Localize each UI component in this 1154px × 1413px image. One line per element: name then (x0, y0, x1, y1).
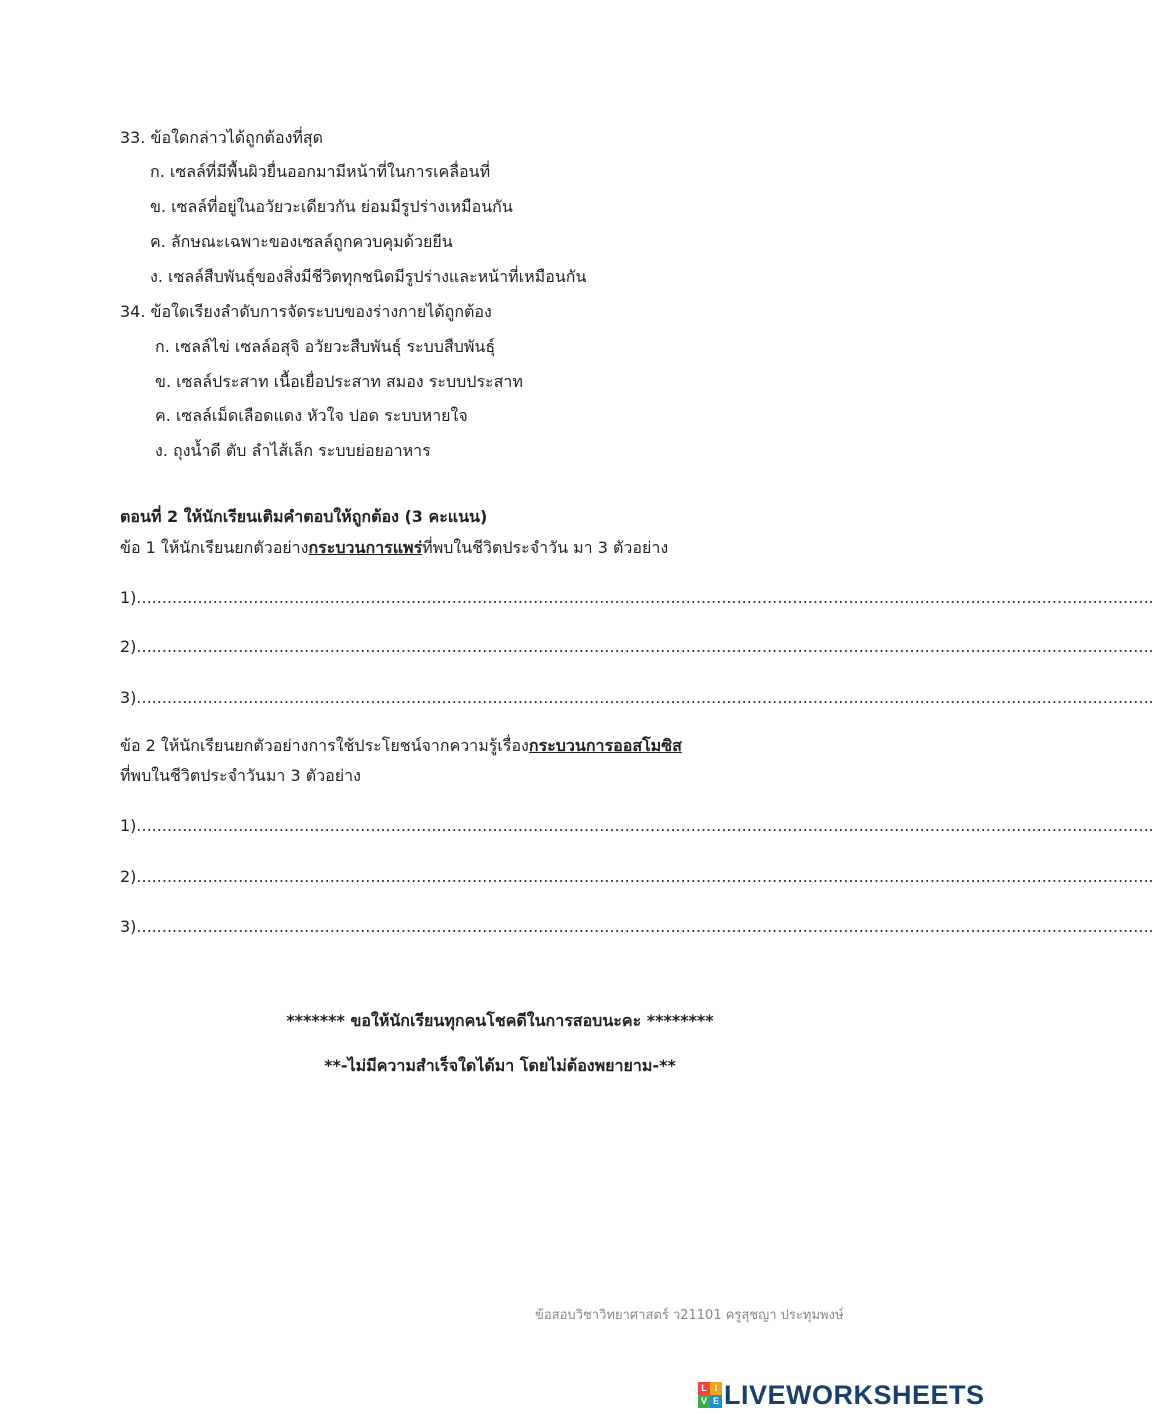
live-mark-icon (698, 1382, 722, 1408)
liveworksheets-logo (698, 1378, 985, 1412)
q33-option-b: ข. เซลล์ที่อยู่ในอวัยวะเดียวกัน ย่อมมีรูปร่างเหมือนกัน (150, 197, 513, 216)
answer-label: 2) (120, 637, 137, 656)
q33-option-c: ค. ลักษณะเฉพาะของเซลล์ถูกควบคุมด้วยยีน (150, 232, 453, 251)
answer-label: 1) (120, 816, 137, 835)
answer-dotted-line: ........................................................................................................................................................................................................ (136, 917, 1154, 936)
part2-item1-prompt (120, 537, 668, 559)
item1-suffix: ที่พบในชีวิตประจำวัน มา 3 ตัวอย่าง (422, 538, 669, 557)
item1-keyword: กระบวนการแพร่ (308, 538, 423, 557)
answer-dotted-line: ........................................................................................................................................................................................................ (136, 816, 1154, 835)
item1-answer-2[interactable] (120, 636, 1154, 658)
mark-letter: E (710, 1395, 722, 1408)
page-footer: ข้อสอบวิชาวิทยาศาสตร์ ว21101 ครูสุชญา ประทุมพงษ์ (535, 1308, 844, 1323)
q34-option-c: ค. เซลล์เม็ดเลือดแดง หัวใจ ปอด ระบบหายใจ (155, 406, 468, 425)
part2-item2-prompt (120, 735, 682, 757)
mark-letter: V (698, 1395, 710, 1408)
closing-line-1: ******* ขอให้นักเรียนทุกคนโชคดีในการสอบนะคะ ******** (286, 1011, 714, 1030)
item1-answer-3[interactable] (120, 687, 1154, 709)
question-34-title: 34. ข้อใดเรียงลำดับการจัดระบบของร่างกายได้ถูกต้อง (120, 302, 492, 321)
answer-dotted-line: ........................................................................................................................................................................................................ (136, 688, 1154, 707)
item1-answer-1[interactable] (120, 587, 1154, 609)
mark-letter: I (710, 1382, 722, 1395)
part2-item2-prompt-line2: ที่พบในชีวิตประจำวันมา 3 ตัวอย่าง (120, 766, 361, 785)
mark-letter: L (698, 1382, 710, 1395)
q34-option-a: ก. เซลล์ไข่ เซลล์อสุจิ อวัยวะสืบพันธุ์ ระบบสืบพันธุ์ (155, 337, 496, 356)
q34-option-b: ข. เซลล์ประสาท เนื้อเยื่อประสาท สมอง ระบบประสาท (155, 372, 523, 391)
answer-dotted-line: ........................................................................................................................................................................................................ (136, 588, 1154, 607)
answer-dotted-line: ........................................................................................................................................................................................................ (136, 637, 1154, 656)
answer-label: 2) (120, 867, 137, 886)
item2-answer-2[interactable] (120, 866, 1154, 888)
item2-prefix: ข้อ 2 ให้นักเรียนยกตัวอย่างการใช้ประโยชน์จากความรู้เรื่อง (120, 736, 529, 755)
item2-keyword: กระบวนการออสโมซิส (528, 736, 682, 755)
item2-answer-1[interactable] (120, 815, 1154, 837)
answer-dotted-line: ........................................................................................................................................................................................................ (136, 867, 1154, 886)
answer-label: 3) (120, 917, 137, 936)
closing-line-2: **-ไม่มีความสำเร็จใดได้มา โดยไม่ต้องพยายาม-** (324, 1056, 676, 1075)
q33-option-a: ก. เซลล์ที่มีพื้นผิวยื่นออกมามีหน้าที่ในการเคลื่อนที่ (150, 162, 491, 181)
q34-option-d: ง. ถุงน้ำดี ตับ ลำไส้เล็ก ระบบย่อยอาหาร (155, 441, 431, 460)
question-33-title: 33. ข้อใดกล่าวได้ถูกต้องที่สุด (120, 128, 324, 147)
part2-heading: ตอนที่ 2 ให้นักเรียนเติมคำตอบให้ถูกต้อง (3 คะแนน) (120, 507, 488, 526)
item2-answer-3[interactable] (120, 916, 1154, 938)
item1-prefix: ข้อ 1 ให้นักเรียนยกตัวอย่าง (120, 538, 309, 557)
answer-label: 3) (120, 688, 137, 707)
answer-label: 1) (120, 588, 137, 607)
brand-text: LIVEWORKSHEETS (724, 1379, 985, 1410)
q33-option-d: ง. เซลล์สืบพันธุ์ของสิ่งมีชีวิตทุกชนิดมีรูปร่างและหน้าที่เหมือนกัน (150, 267, 587, 286)
